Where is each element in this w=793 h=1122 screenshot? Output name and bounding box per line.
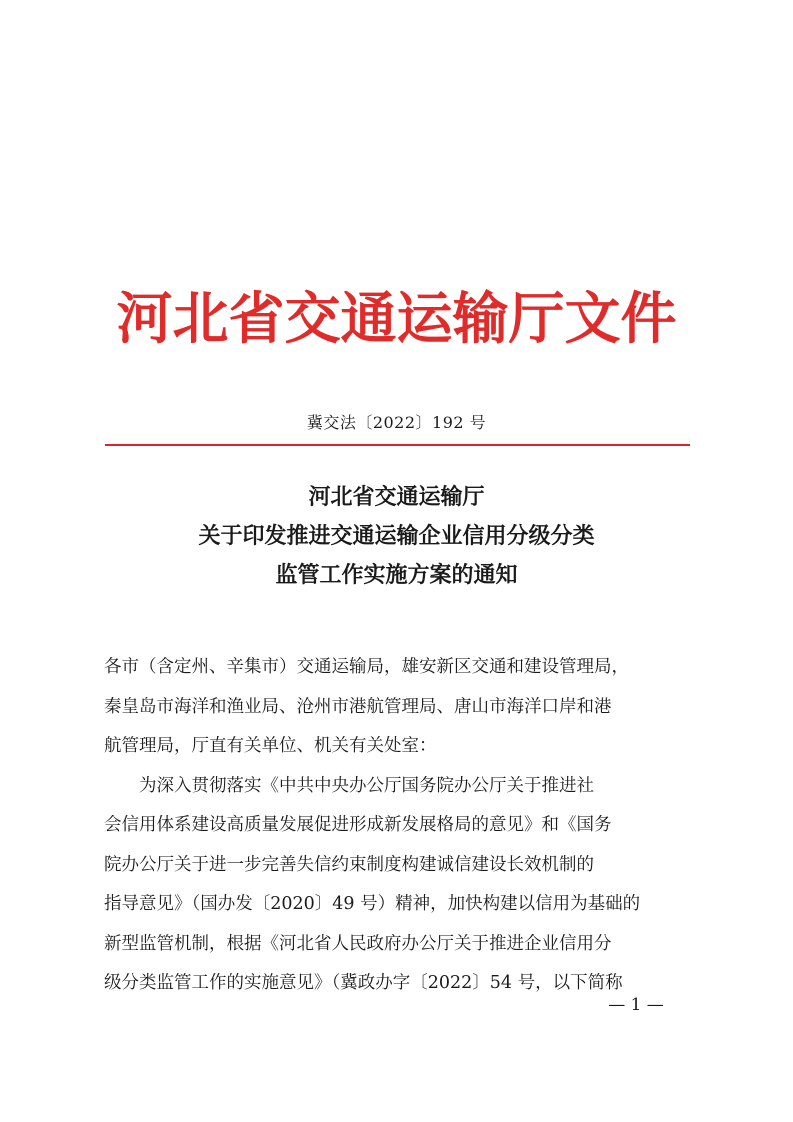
masthead-title: 河北省交通运输厅文件 (116, 286, 677, 352)
red-separator-line (105, 444, 690, 446)
paragraph-line: 指导意见》（国办发〔2020〕49 号）精神，加快构建以信用为基础的 (104, 894, 641, 914)
addressee-line: 航管理局，厅直有关单位、机关有关处室： (104, 736, 437, 756)
paragraph-line: 院办公厅关于进一步完善失信约束制度构建诚信建设长效机制的 (104, 854, 594, 875)
paragraph-line: 新型监管机制，根据《河北省人民政府办公厅关于推进企业信用分 (104, 933, 612, 954)
paragraph-line: 会信用体系建设高质量发展促进形成新发展格局的意见》和《国务 (104, 815, 612, 835)
addressee-line: 各市（含定州、辛集市）交通运输局，雄安新区交通和建设管理局， (104, 657, 629, 677)
title-line: 监管工作实施方案的通知 (275, 562, 518, 588)
addressee-line: 秦皇岛市海洋和渔业局、沧州市港航管理局、唐山市海洋口岸和港 (104, 696, 612, 717)
document-body (104, 648, 690, 1004)
page-number: — 1 — (608, 995, 664, 1015)
document-title (0, 478, 793, 595)
title-line: 关于印发推进交通运输企业信用分级分类 (198, 523, 595, 549)
title-line: 河北省交通运输厅 (308, 484, 485, 510)
document-number: 冀交法〔2022〕192 号 (306, 413, 487, 432)
paragraph-line: 级分类监管工作的实施意见》（冀政办字〔2022〕54 号，以下简称 (104, 973, 623, 993)
paragraph-line: 为深入贯彻落实《中共中央办公厅国务院办公厅关于推进社 (139, 775, 594, 796)
